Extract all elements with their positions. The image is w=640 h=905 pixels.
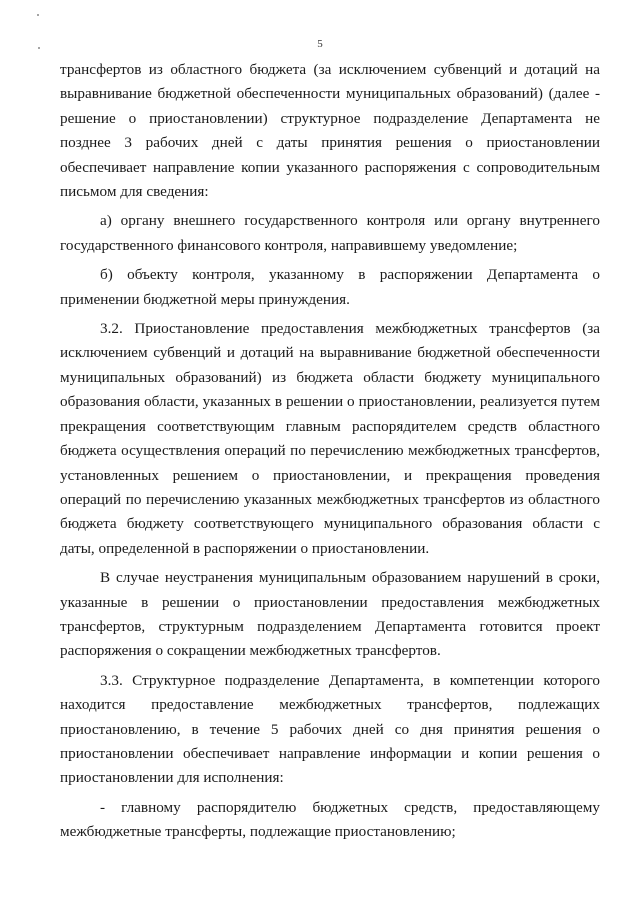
paragraph-list-item-main-administrator: - главному распорядителю бюджетных средств, предоставляющему межбюджетные трансферты, подлежащие приостановлению; <box>60 798 600 841</box>
document-body <box>60 58 600 845</box>
page-number: 5 <box>317 38 323 50</box>
scan-speck <box>37 14 39 16</box>
paragraph-continuation: трансфертов из областного бюджета (за исключением субвенций и дотаций на выравнивание бюджетной обеспеченности муниципальных образований) (далее - решение о приостановлении) структурное подразделение Департамента не позднее 3 рабочих дней с даты принятия решения о приостановлении обеспечивает направление копии указанного распоряжения с сопроводительным письмом для сведения: <box>60 61 600 201</box>
paragraph-item-b: б) объекту контроля, указанному в распоряжении Департамента о применении бюджетной меры принуждения. <box>60 266 600 308</box>
paragraph-section-3-2: 3.2. Приостановление предоставления межбюджетных трансфертов (за исключением субвенций и дотаций на выравнивание бюджетной обеспеченности муниципальных образований) из бюджета области бюджету муниципального образования области, указанных в решении о приостановлении, реализуется путем прекращения соответствующим главным распорядителем средств областного бюджета осуществления операций по перечислению межбюджетных трансфертов, установленных решением о приостановлении, и прекращения проведения операций по перечислению указанных межбюджетных трансфертов из областного бюджета бюджету соответствующего муниципального образования области с даты, определенной в распоряжении о приостановлении. <box>60 320 600 557</box>
paragraph-section-3-3: 3.3. Структурное подразделение Департамента, в компетенции которого находится предоставление межбюджетных трансфертов, подлежащих приостановлению, в течение 5 рабочих дней со дня принятия решения о приостановлении обеспечивает направление информации и копии решения о приостановлении для исполнения: <box>60 671 600 787</box>
paragraph-item-a: а) органу внешнего государственного контроля или органу внутреннего государственного финансового контроля, направившему уведомление; <box>60 212 600 254</box>
paragraph-non-elimination: В случае неустранения муниципальным образованием нарушений в сроки, указанные в решении о приостановлении предоставления межбюджетных трансфертов, структурным подразделением Департамента готовится проект распоряжения о сокращении межбюджетных трансфертов. <box>60 569 600 660</box>
